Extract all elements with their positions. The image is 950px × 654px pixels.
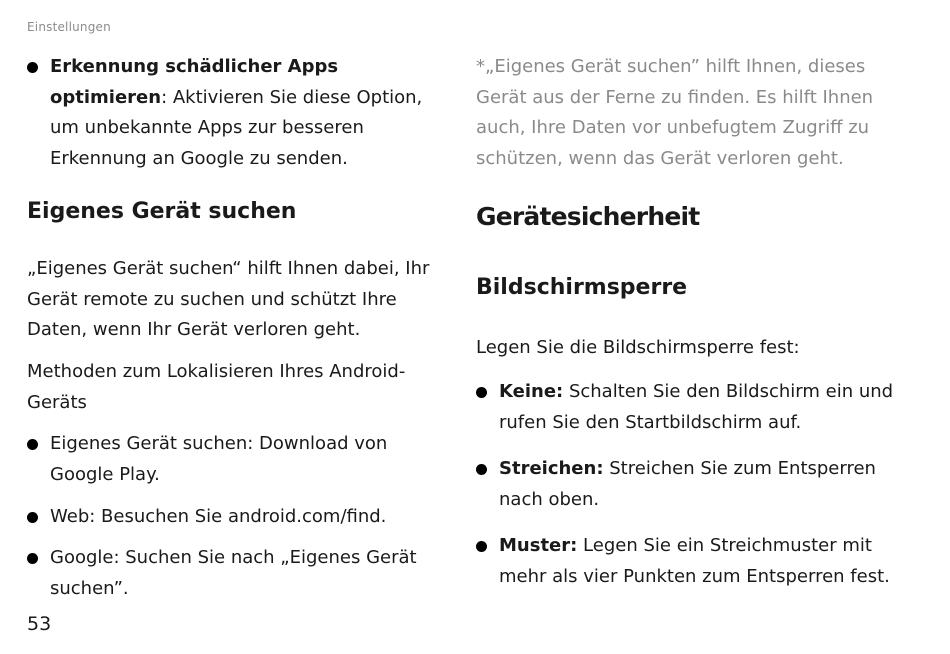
list-item: [476, 454, 904, 515]
option-text: Legen Sie ein Streichmuster mit mehr als vier Punkten zum Entsperren fest.: [499, 535, 890, 587]
heading-find-device: Eigenes Gerät suchen: [27, 199, 297, 224]
screen-lock-intro: Legen Sie die Bildschirmsperre fest:: [476, 337, 800, 358]
option-label: Keine:: [499, 381, 564, 402]
list-item-text: Web: Besuchen Sie android.com/find.: [50, 506, 387, 527]
page-number: 53: [27, 613, 52, 635]
bullet-dot-icon: [476, 464, 487, 475]
section-header: Einstellungen: [27, 20, 111, 34]
list-item: [476, 377, 904, 438]
bullet-dot-icon: [476, 541, 487, 552]
bullet-optimize-detection: [27, 52, 452, 174]
option-label: Muster:: [499, 535, 578, 556]
bullet-dot-icon: [27, 439, 38, 450]
list-item-text: Google: Suchen Sie nach „Eigenes Gerät suchen”.: [50, 547, 417, 599]
bullet-dot-icon: [27, 512, 38, 523]
bullet-text: : Aktivieren Sie diese Option, um unbekannte Apps zur besseren Erkennung an Google zu senden.: [50, 86, 423, 169]
methods-text: Methoden zum Lokalisieren Ihres Android-Geräts: [27, 361, 406, 413]
bullet-bold-label: Erkennung schädlicher Apps optimieren: [50, 56, 339, 108]
option-text: Schalten Sie den Bildschirm ein und rufen Sie den Startbildschirm auf.: [499, 381, 894, 433]
list-item: [27, 502, 450, 533]
find-device-intro: „Eigenes Gerät suchen“ hilft Ihnen dabei, Ihr Gerät remote zu suchen und schützt Ihre Daten, wenn Ihr Gerät verloren geht.: [27, 258, 430, 340]
bullet-dot-icon: [27, 62, 38, 73]
list-item: [27, 543, 420, 604]
heading-screen-lock: Bildschirmsperre: [476, 275, 688, 300]
list-item: [27, 429, 410, 490]
option-text: Streichen Sie zum Entsperren nach oben.: [499, 458, 876, 510]
option-label: Streichen:: [499, 458, 604, 479]
list-item: [476, 531, 909, 592]
find-device-note: *„Eigenes Gerät suchen” hilft Ihnen, dieses Gerät aus der Ferne zu finden. Es hilft Ihnen auch, Ihre Daten vor unbefugtem Zugriff zu schützen, wenn das Gerät verloren geht.: [476, 56, 874, 169]
bullet-dot-icon: [476, 387, 487, 398]
bullet-dot-icon: [27, 553, 38, 564]
page-title: Gerätesicherheit: [476, 202, 700, 231]
list-item-text: Eigenes Gerät suchen: Download von Google Play.: [50, 433, 388, 485]
